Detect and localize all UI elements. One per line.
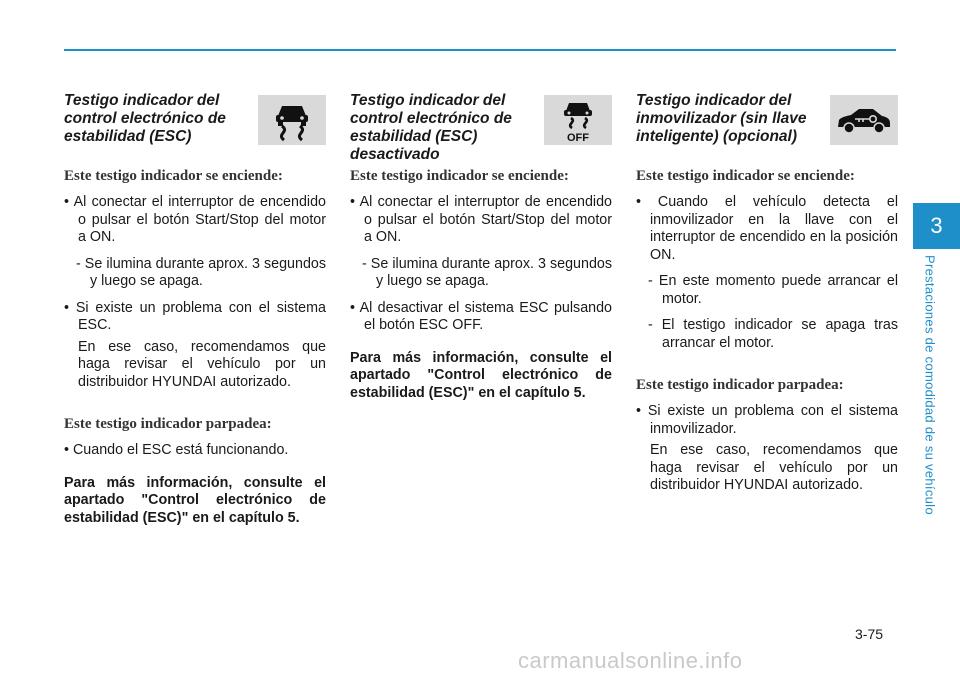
- paragraph: En ese caso, recomendamos que haga revisar el vehículo por un distribuidor HYUNDAI autorizado.: [78, 338, 326, 390]
- list-item: • Al conectar el interruptor de encendido o pulsar el botón Start/Stop del motor a ON.: [350, 194, 612, 247]
- list-subitem: - Se ilumina durante aprox. 3 segundos y luego se apaga.: [76, 255, 326, 289]
- list-item: • Si existe un problema con el sistema ESC.: [64, 300, 326, 335]
- watermark: carmanualsonline.info: [518, 648, 743, 673]
- immobilizer-section: [636, 92, 898, 504]
- reference-note: Para más información, consulte el apartado "Control electrónico de estabilidad (ESC)" en el capítulo 5.: [350, 349, 612, 401]
- section-title: Testigo indicador del inmovilizador (sin llave inteligente) (opcional): [636, 92, 807, 145]
- list-subitem: - En este momento puede arrancar el motor.: [648, 273, 898, 307]
- list-item: • Al conectar el interruptor de encendido o pulsar el botón Start/Stop del motor a ON.: [64, 194, 326, 247]
- off-label: OFF: [567, 132, 589, 143]
- list-subitem: - El testigo indicador se apaga tras arrancar el motor.: [648, 317, 898, 351]
- list-subitem: - Se ilumina durante aprox. 3 segundos y luego se apaga.: [362, 255, 612, 289]
- subheading: Este testigo indicador parpadea:: [636, 377, 844, 393]
- subheading: Este testigo indicador se enciende:: [636, 168, 855, 184]
- list-item: • Cuando el ESC está funcionando.: [64, 442, 326, 460]
- esc-off-icon: [544, 95, 612, 145]
- chapter-tab: 3: [913, 203, 960, 249]
- esc-skid-icon: [258, 95, 326, 145]
- esc-off-section: [350, 92, 612, 411]
- subheading: Este testigo indicador se enciende:: [350, 168, 569, 184]
- page-number: 3-75: [855, 626, 884, 642]
- paragraph: En ese caso, recomendamos que haga revisar el vehículo por un distribuidor HYUNDAI autorizado.: [650, 442, 898, 493]
- list-item: • Al desactivar el sistema ESC pulsando el botón ESC OFF.: [350, 300, 612, 335]
- subheading: Este testigo indicador se enciende:: [64, 168, 283, 184]
- top-rule: [64, 49, 896, 51]
- list-item: • Cuando el vehículo detecta el inmovilizador en la llave con el interruptor de encendido en la posición ON.: [636, 194, 898, 264]
- section-title: Testigo indicador del control electrónico de estabilidad (ESC): [64, 92, 226, 145]
- section-title: Testigo indicador del control electrónico de estabilidad (ESC) desactivado: [350, 92, 512, 163]
- esc-section: [64, 92, 326, 536]
- list-item: • Si existe un problema con el sistema inmovilizador.: [636, 403, 898, 438]
- immobilizer-car-key-icon: [830, 95, 898, 145]
- chapter-side-title: Prestaciones de comodidad de su vehículo: [922, 255, 938, 515]
- reference-note: Para más información, consulte el apartado "Control electrónico de estabilidad (ESC)" en el capítulo 5.: [64, 474, 326, 526]
- subheading: Este testigo indicador parpadea:: [64, 416, 272, 432]
